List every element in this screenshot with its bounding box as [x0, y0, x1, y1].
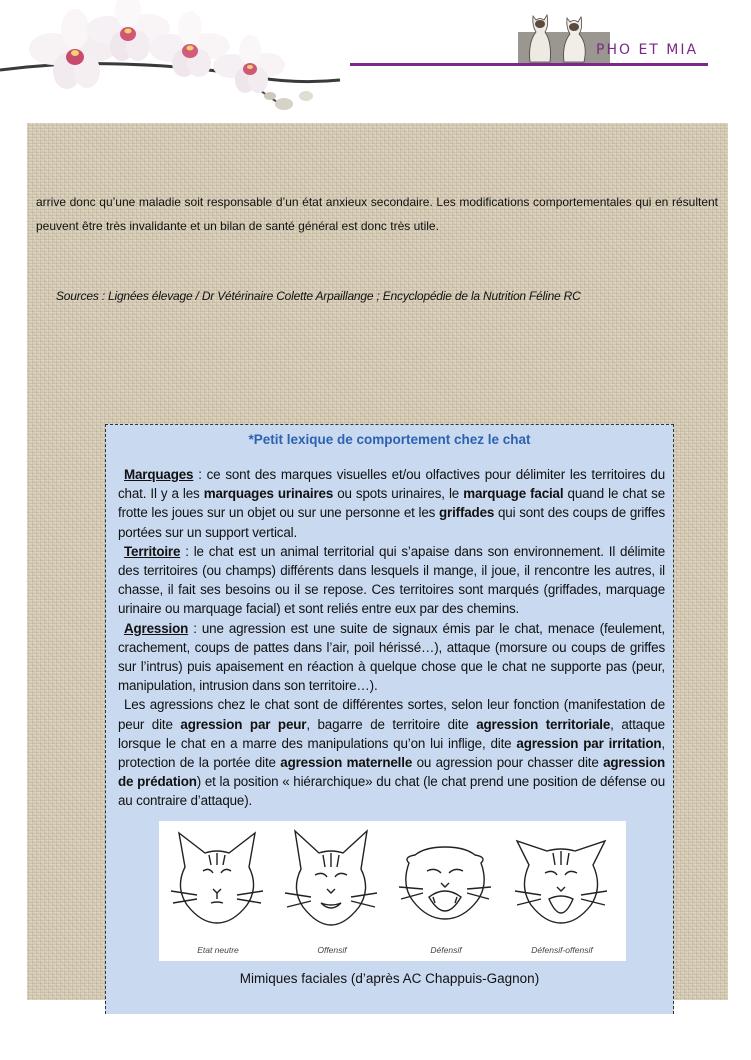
cat-face-offensive-icon	[281, 827, 381, 943]
agression-types-paragraph: Les agressions chez le chat sont de différentes sortes, selon leur fonction (manifestation de peur dite agression par peur, bagarre de territoire dite agression territoriale, attaque lorsque le chat en a marre des manipulations qu’on lui inflige, dite agression par irritation, protection de la portée dite agression maternelle ou agression pour chasser dite agression de prédation) et la position « hiérarchique» du chat (le chat prend une position de défense ou au contraire d’attaque).	[118, 697, 666, 809]
cat-face-neutral-icon	[167, 827, 267, 943]
sources-line: Sources : Lignées élevage / Dr Vétérinaire Colette Arpaillange ; Encyclopédie de la Nutrition Féline RC	[56, 289, 581, 303]
agression-paragraph: Agression : une agression est une suite de signaux émis par le chat, menace (feulement, crachement, coups de pattes dans l’air, poil hérissé…), attaque (morsure ou coups de griffes sur l’intrus) puis apaisement en réaction à quelque chose que le chat ne supporte pas (peur, manipulation, intrusion dans son territoire…).	[118, 620, 665, 694]
cat-face-defensive-offensive-icon	[511, 827, 611, 943]
facial-expressions-figure	[159, 821, 626, 961]
face-label-defensive-offensive: Défensif-offensif	[531, 945, 593, 955]
face-label-neutral: Etat neutre	[197, 945, 239, 955]
lexicon-box	[105, 424, 674, 1014]
brand-name: PHO ET MIA	[596, 42, 699, 58]
page-header	[0, 0, 751, 120]
brand-underline	[350, 63, 708, 66]
intro-paragraph: arrive donc qu’une maladie soit responsable d’un état anxieux secondaire. Les modifications comportementales qui en résultent peuvent être très invalidante et un bilan de santé général est donc très utile.	[36, 195, 718, 233]
marquages-paragraph: Marquages : ce sont des marques visuelles et/ou olfactives pour délimiter les territoires du chat. Il y a les marquages urinaires ou spots urinaires, le marquage facial quand le chat se frotte les joues sur un objet ou sur une personne et les griffades qui sont des coups de griffes portées sur un support vertical.	[118, 467, 666, 540]
term-territoire: Territoire	[124, 543, 181, 559]
territoire-paragraph: Territoire : le chat est un animal territorial qui s’apaise dans son environnement. Il délimite des territoires (ou champs) différents dans lesquels il mange, il joue, il rencontre les autres, il chasse, il fait ses besoins ou il se repose. Ces territoires sont marqués (griffades, marquage urinaire ou marquage facial) et sont reliés entre eux par des chemins.	[118, 543, 665, 617]
lexicon-body	[118, 465, 665, 811]
figure-caption: Mimiques faciales (d’après AC Chappuis-Gagnon)	[239, 971, 540, 986]
lexicon-title: *Petit lexique de comportement chez le chat	[248, 432, 531, 447]
term-agression: Agression	[124, 620, 189, 636]
orchid-branch-image	[0, 0, 360, 118]
cat-face-defensive-icon	[395, 827, 495, 943]
term-marquages: Marquages	[124, 467, 194, 482]
face-label-offensive: Offensif	[317, 945, 347, 955]
face-label-defensive: Défensif	[430, 945, 462, 955]
